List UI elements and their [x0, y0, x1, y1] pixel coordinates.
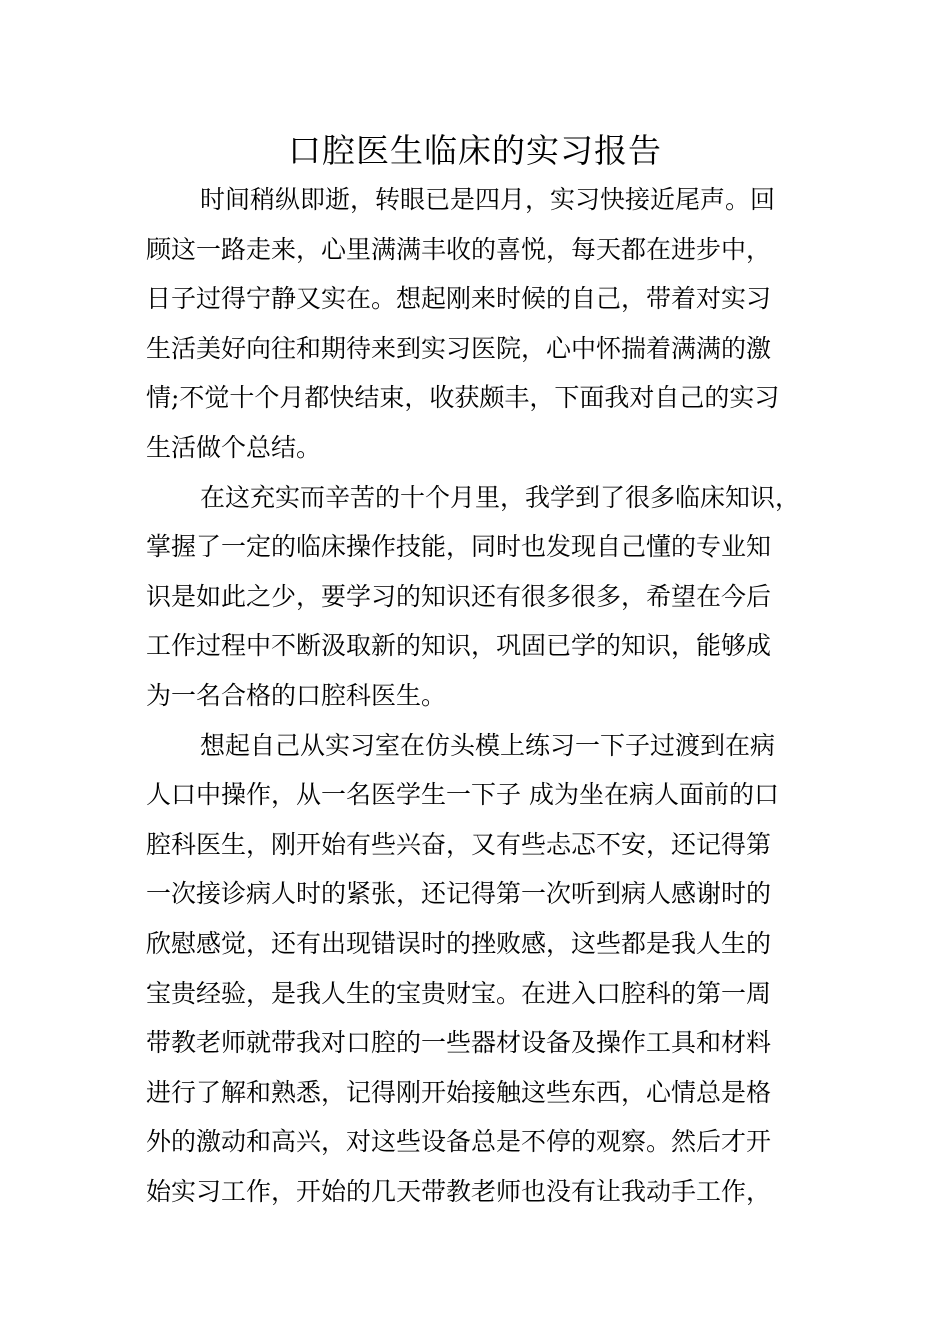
paragraph-3-line-10: 始实习工作，开始的几天带教老师也没有让我动手工作， [146, 1176, 772, 1206]
paragraph-2-line-1: 在这充实而辛苦的十个月里，我学到了很多临床知识， [200, 482, 801, 512]
paragraph-2-line-5: 为一名合格的口腔科医生。 [146, 680, 447, 710]
paragraph-1-line-3: 日子过得宁静又实在。想起刚来时候的自己，带着对实习 [146, 284, 772, 314]
paragraph-2-line-2: 掌握了一定的临床操作技能，同时也发现自己懂的专业知 [146, 532, 772, 562]
document-title: 口腔医生临床的实习报告 [288, 131, 662, 170]
paragraph-2-line-3: 识是如此之少，要学习的知识还有很多很多，希望在今后 [146, 581, 772, 611]
paragraph-1-line-1: 时间稍纵即逝，转眼已是四月，实习快接近尾声。回 [200, 185, 776, 214]
paragraph-1-line-2: 顾这一路走来，心里满满丰收的喜悦，每天都在进步中， [146, 234, 772, 264]
paragraph-3-line-5: 欣慰感觉，还有出现错误时的挫败感，这些都是我人生的 [146, 928, 772, 958]
paragraph-2-line-4: 工作过程中不断汲取新的知识，巩固已学的知识，能够成 [146, 631, 772, 661]
document-body [146, 175, 811, 1216]
paragraph-3-line-3: 腔科医生，刚开始有些兴奋，又有些忐忑不安，还记得第 [146, 829, 772, 859]
paragraph-3-line-4: 一次接诊病人时的紧张，还记得第一次听到病人感谢时的 [146, 879, 772, 909]
paragraph-3-line-6: 宝贵经验，是我人生的宝贵财宝。在进入口腔科的第一周 [146, 978, 772, 1008]
paragraph-1-line-6: 生活做个总结。 [146, 432, 322, 462]
paragraph-3-line-7: 带教老师就带我对口腔的一些器材设备及操作工具和材料 [146, 1028, 772, 1058]
paragraph-1-line-5: 情;不觉十个月都快结束，收获颇丰，下面我对自己的实习 [146, 383, 780, 413]
paragraph-3-line-8: 进行了解和熟悉，记得刚开始接触这些东西，心情总是格 [146, 1077, 772, 1107]
paragraph-3-line-2: 人口中操作，从一名医学生一下子 成为坐在病人面前的口 [146, 780, 779, 810]
paragraph-3-line-1: 想起自己从实习室在仿头模上练习一下子过渡到在病 [200, 730, 776, 760]
paragraph-1-line-4: 生活美好向往和期待来到实习医院，心中怀揣着满满的激 [146, 333, 772, 363]
paragraph-3-line-9: 外的激动和高兴，对这些设备总是不停的观察。然后才开 [146, 1127, 772, 1157]
